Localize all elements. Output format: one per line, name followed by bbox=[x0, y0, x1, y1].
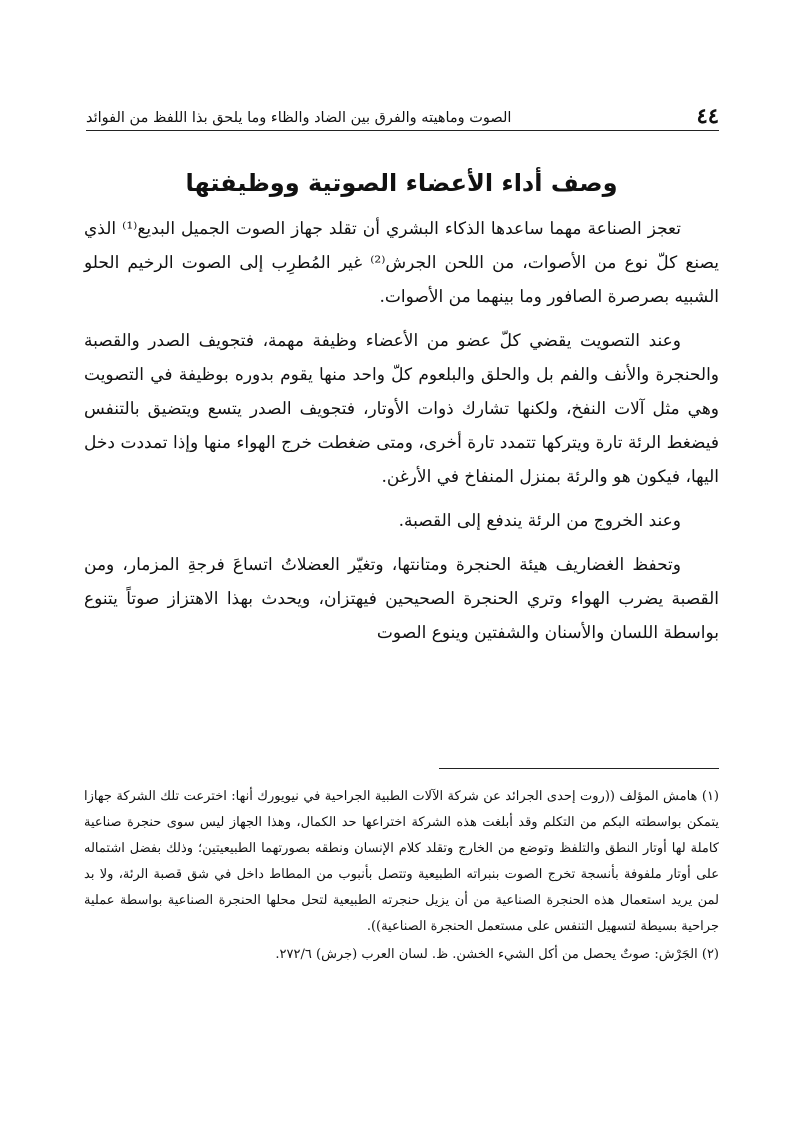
paragraph: تعجز الصناعة مهما ساعدها الذكاء البشري أن تقلد جهاز الصوت الجميل البديع⁽¹⁾ الذي يصنع كلّ نوع من الأصوات، من اللحن الجرش⁽²⁾ غير المُطرِب إلى الصوت الرخيم الحلو الشبيه بصرصرة الصافور وما بينهما من الأصوات. bbox=[84, 219, 719, 307]
section-heading: وصف أداء الأعضاء الصوتية ووظيفتها bbox=[185, 169, 618, 197]
paragraph: وعند الخروج من الرئة يندفع إلى القصبة. bbox=[398, 511, 681, 531]
page-number: ٤٤ bbox=[696, 103, 719, 128]
running-header-title: الصوت وماهيته والفرق بين الضاد والظاء وما يلحق بذا اللفظ من الفوائد bbox=[86, 110, 512, 126]
paragraph: وتحفظ الغضاريف هيئة الحنجرة ومتانتها، وتغيّر العضلاتُ اتساعَ فرجةِ المزمار، ومن القصبة يضرب الهواء وتري الحنجرة الصحيحين فيهتزان، ويحدث بهذا الاهتزاز صوتاً يتنوع بواسطة اللسان والأسنان والشفتين وينوع الصوت bbox=[84, 555, 719, 643]
footnote-separator bbox=[439, 768, 719, 769]
running-header bbox=[86, 96, 719, 131]
footnotes bbox=[84, 784, 719, 968]
paragraph: وعند التصويت يقضي كلّ عضو من الأعضاء وظيفة مهمة، فتجويف الصدر والقصبة والحنجرة والأنف والفم بل والحلق والبلعوم كلّ واحد منها يقوم بدوره بوظيفة في التصويت وهي مثل آلات النفخ، ولكنها تشارك ذوات الأوتار، فتجويف الصدر يتسع ويتضيق بالتنفس فيضغط الرئة تارة ويتركها تتمدد تارة أخرى، ومتى ضغطت خرج الهواء منها وإذا تمددت دخل اليها، فيكون هو والرئة بمنزل المنفاخ في الأرغن. bbox=[84, 331, 719, 487]
footnote: (٢) الجَرْش: صوتٌ يحصل من أكل الشيء الخشن. ظ. لسان العرب (جرش) ٢٧٢/٦. bbox=[275, 947, 719, 962]
body-text bbox=[84, 212, 719, 660]
footnote: (١) هامش المؤلف ((روت إحدى الجرائد عن شركة الآلات الطبية الجراحية في نيويورك أنها: اخترعت تلك الشركة جهازا يتمكن بواسطته البكم من التكلم وقد أبلغت هذه الشركة اختراعها حد الكمال، وهذا الجهاز ليس سوى حنجرة صناعية كاملة لها أوتار النطق والتلفظ وتوضع من الخارج وتقلد كلام الإنسان ونطقه بصورتهما الطبيعيتين؛ وذلك بفضل اشتماله على أوتار ملفوفة بأنسجة تخرج الصوت بنبراته الطبيعية وتتصل بأنبوب من المطاط داخل في شق قصبة الرئة، ولا بد لمن يريد استعمال هذه الحنجرة الصناعية من أن يزيل حنجرته الطبيعية لتحل محلها الحنجرة الصناعية بواسطة عملية جراحية بسيطة لتسهيل التنفس على مستعمل الحنجرة الصناعية)). bbox=[84, 789, 719, 934]
